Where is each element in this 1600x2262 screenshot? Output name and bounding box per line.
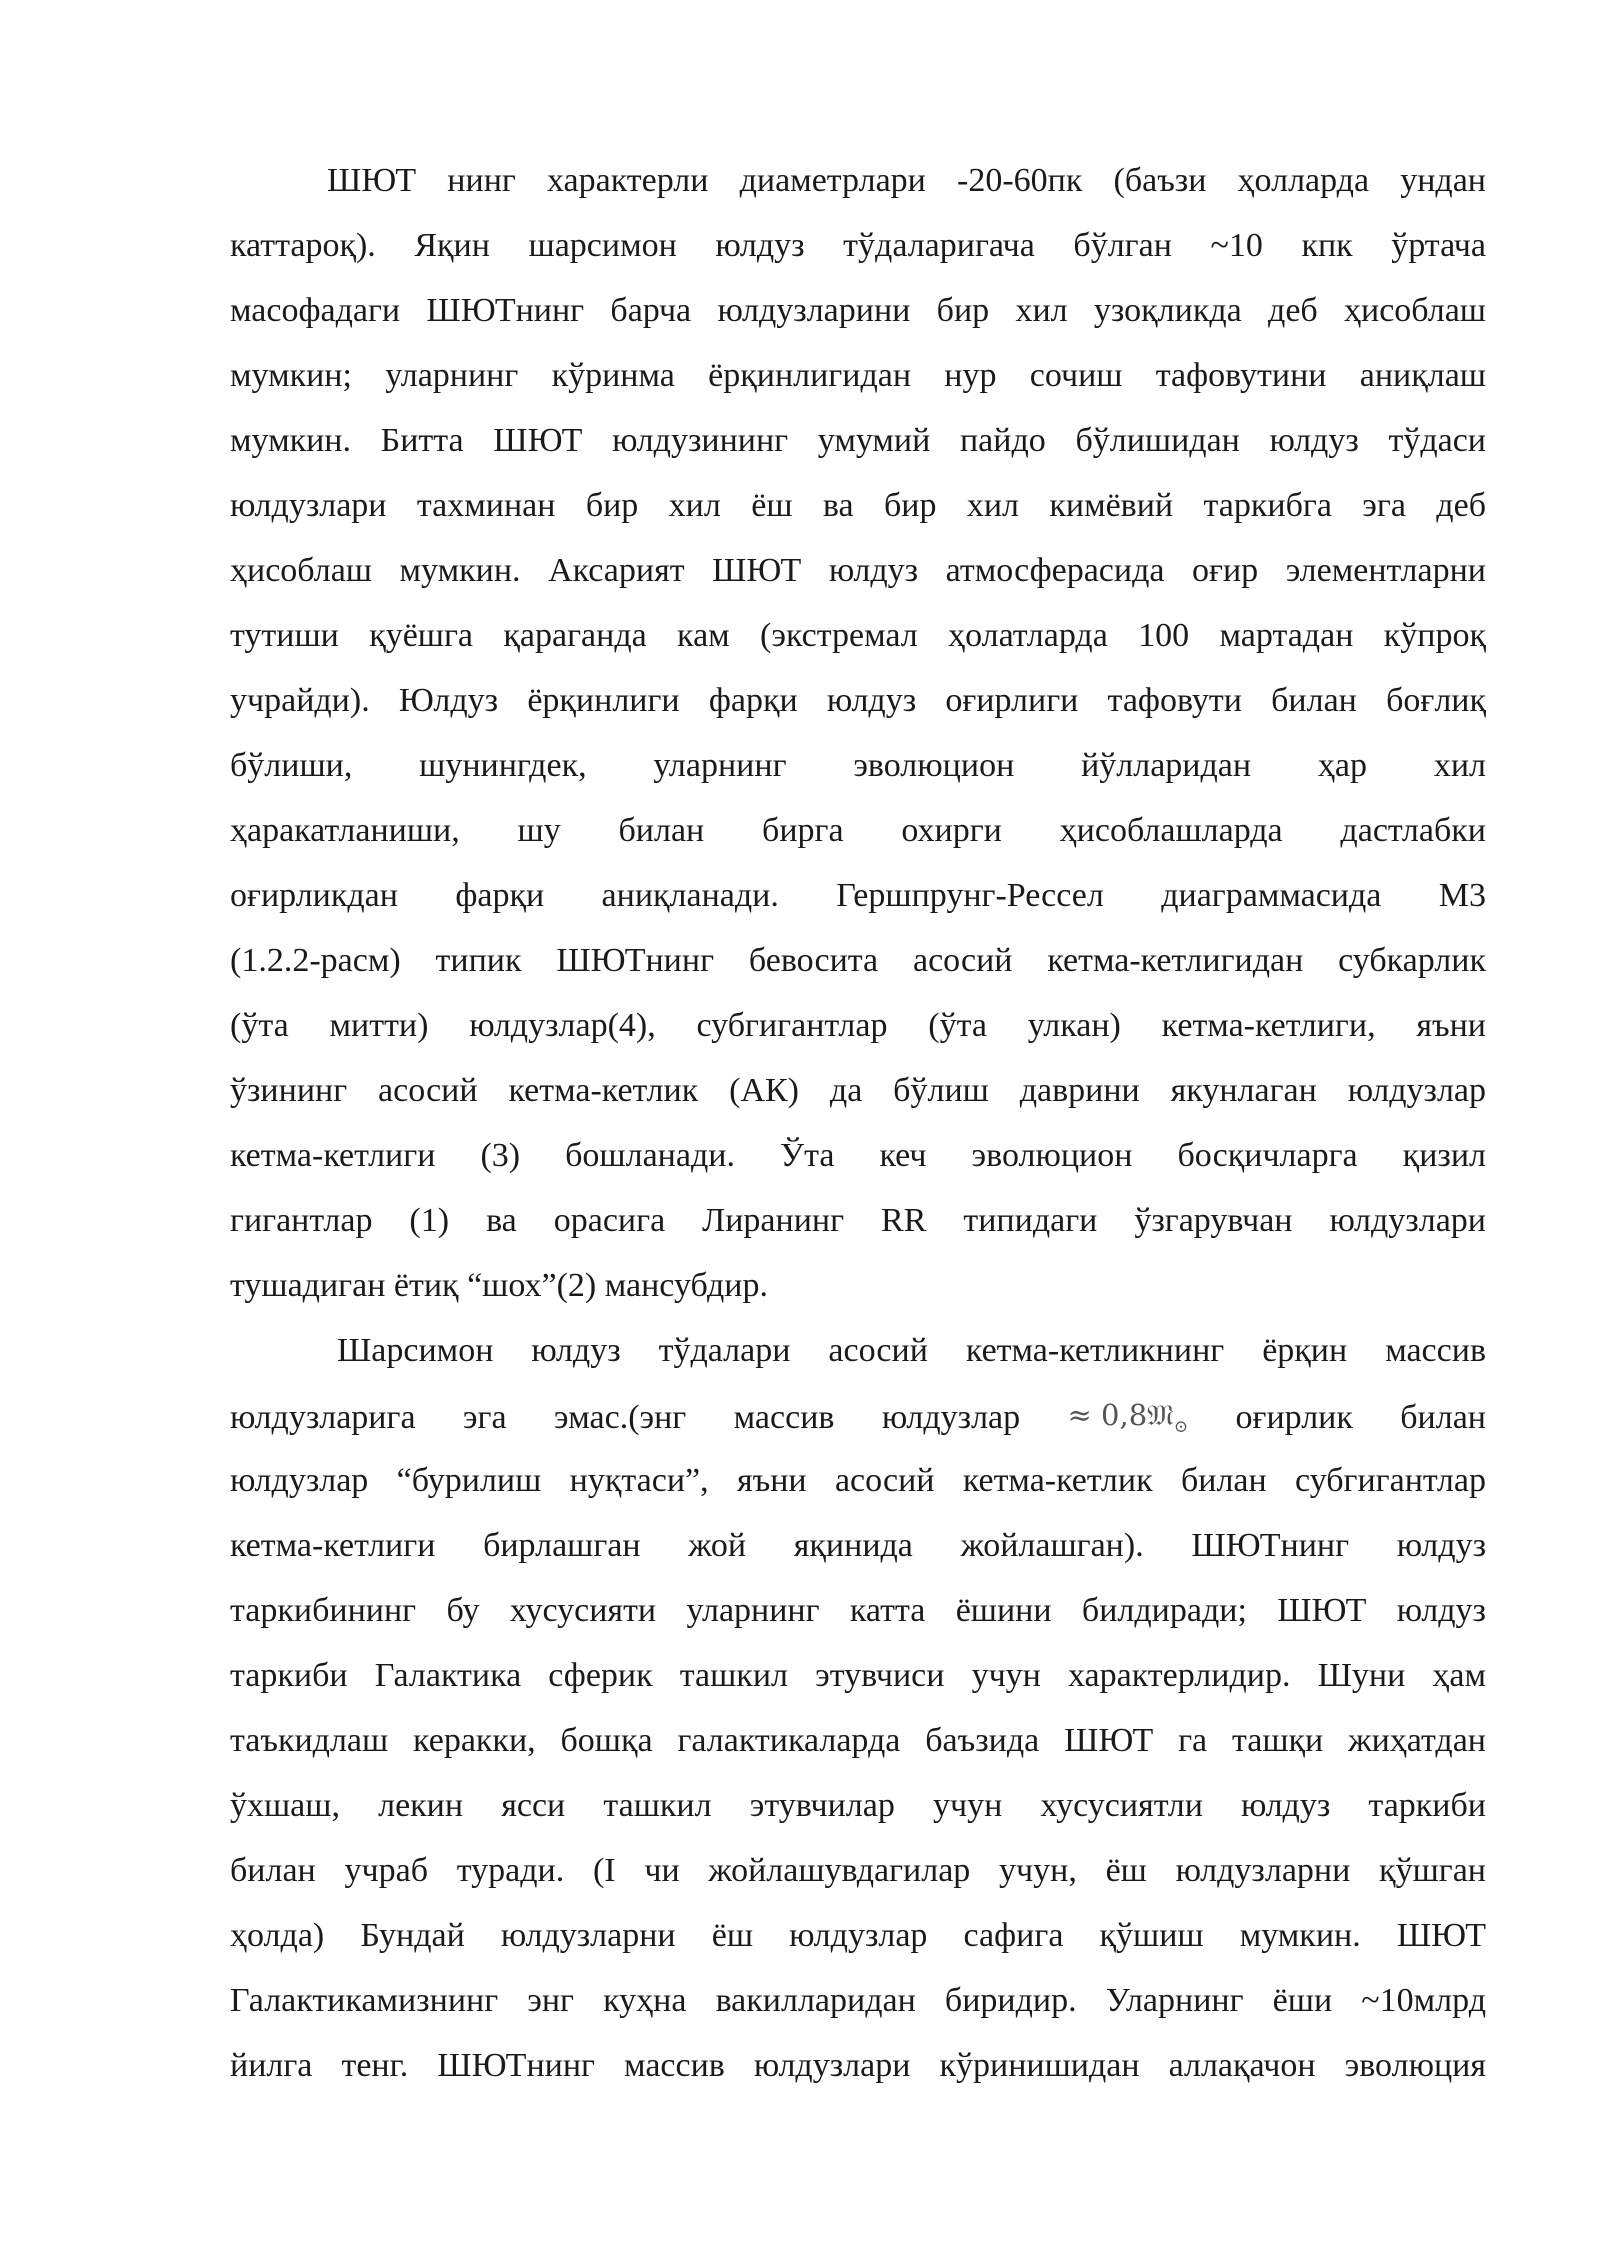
paragraph-1-line: ҳисоблаш мумкин. Аксарият ШЮТ юлдуз атмосферасида оғир элементларни: [230, 552, 1486, 589]
paragraph-1-line: тутиши қуёшга қараганда кам (экстремал ҳолатларда 100 мартадан кўпроқ: [230, 617, 1486, 654]
paragraph-2-line: таъкидлаш керакки, бошқа галактикаларда баъзида ШЮТ га ташқи жиҳатдан: [230, 1722, 1486, 1759]
paragraph-2-formula-line: [230, 1383, 1486, 1448]
paragraph-1-line: масофадаги ШЮТнинг барча юлдузларини бир хил узоқликда деб ҳисоблаш: [230, 292, 1486, 329]
paragraph-1-line: ўзининг асосий кетма-кетлик (АК) да бўлиш даврини якунлаган юлдузлар: [230, 1072, 1486, 1109]
paragraph-1-line: ҳаракатланиши, шу билан бирга охирги ҳисоблашларда дастлабки: [230, 812, 1486, 849]
paragraph-1-line: гигантлар (1) ва орасига Лиранинг RR типидаги ўзгарувчан юлдузлари: [230, 1202, 1486, 1239]
paragraph-2-line: йилга тенг. ШЮТнинг массив юлдузлари кўринишидан аллақачон эволюция: [230, 2047, 1486, 2084]
paragraph-1-line: учрайди). Юлдуз ёрқинлиги фарқи юлдуз оғирлиги тафовути билан боғлиқ: [230, 682, 1486, 719]
paragraph-1-line: (ўта митти) юлдузлар(4), субгигантлар (ўта улкан) кетма-кетлиги, яъни: [230, 1007, 1486, 1044]
paragraph-2-text: оғирлик билан: [1235, 1399, 1487, 1436]
paragraph-2-line: ҳолда) Бундай юлдузларни ёш юлдузлар сафига қўшиш мумкин. ШЮТ: [230, 1917, 1486, 1954]
paragraph-2-line: билан учраб туради. (I чи жойлашувдагилар учун, ёш юлдузларни қўшган: [230, 1852, 1486, 1889]
paragraph-2-line: кетма-кетлиги бирлашган жой яқинида жойлашган). ШЮТнинг юлдуз: [230, 1527, 1486, 1564]
paragraph-1-last-line: тушадиган ётиқ “шох”(2) мансубдир.: [230, 1267, 768, 1304]
paragraph-1-line: оғирликдан фарқи аниқланади. Гершпрунг-Рессел диаграммасида М3: [230, 877, 1486, 914]
sun-symbol-icon: ⊙: [1173, 1417, 1189, 1437]
paragraph-1-line: юлдузлари тахминан бир хил ёш ва бир хил кимёвий таркибга эга деб: [230, 487, 1486, 524]
paragraph-2-line: таркибининг бу хусусияти уларнинг катта ёшини билдиради; ШЮТ юлдуз: [230, 1592, 1486, 1629]
paragraph-2-line: таркиби Галактика сферик ташкил этувчиси учун характерлидир. Шуни ҳам: [230, 1657, 1486, 1694]
paragraph-2-line: Галактикамизнинг энг куҳна вакилларидан биридир. Уларнинг ёши ~10млрд: [230, 1982, 1486, 2019]
paragraph-1-line: каттароқ). Яқин шарсимон юлдуз тўдаларигача бўлган ~10 кпк ўртача: [230, 227, 1486, 264]
paragraph-1-line: мумкин. Битта ШЮТ юлдузининг умумий пайдо бўлишидан юлдуз тўдаси: [230, 422, 1486, 459]
paragraph-2-text: юлдузларига эга эмас.(энг массив юлдузлар: [230, 1399, 1021, 1436]
paragraph-1-line: мумкин; уларнинг кўринма ёрқинлигидан нур сочиш тафовутини аниқлаш: [230, 357, 1486, 394]
paragraph-2-line: Шарсимон юлдуз тўдалари асосий кетма-кетликнинг ёрқин массив: [337, 1332, 1486, 1369]
paragraph-1-line: бўлиши, шунингдек, уларнинг эволюцион йўлларидан ҳар хил: [230, 747, 1486, 784]
paragraph-1-line: ШЮТ нинг характерли диаметрлари -20-60пк (баъзи ҳолларда ундан: [327, 162, 1486, 199]
paragraph-1-line: (1.2.2-расм) типик ШЮТнинг бевосита асосий кетма-кетлигидан субкарлик: [230, 942, 1486, 979]
formula-text: ≈ 0,8𝔐: [1067, 1398, 1174, 1432]
paragraph-1-line: кетма-кетлиги (3) бошланади. Ўта кеч эволюцион босқичларга қизил: [230, 1137, 1486, 1174]
paragraph-2-line: ўхшаш, лекин ясси ташкил этувчилар учун хусусиятли юлдуз таркиби: [230, 1787, 1486, 1824]
paragraph-2-line: юлдузлар “бурилиш нуқтаси”, яъни асосий кетма-кетлик билан субгигантлар: [230, 1462, 1486, 1499]
body-text: [230, 148, 1486, 2098]
